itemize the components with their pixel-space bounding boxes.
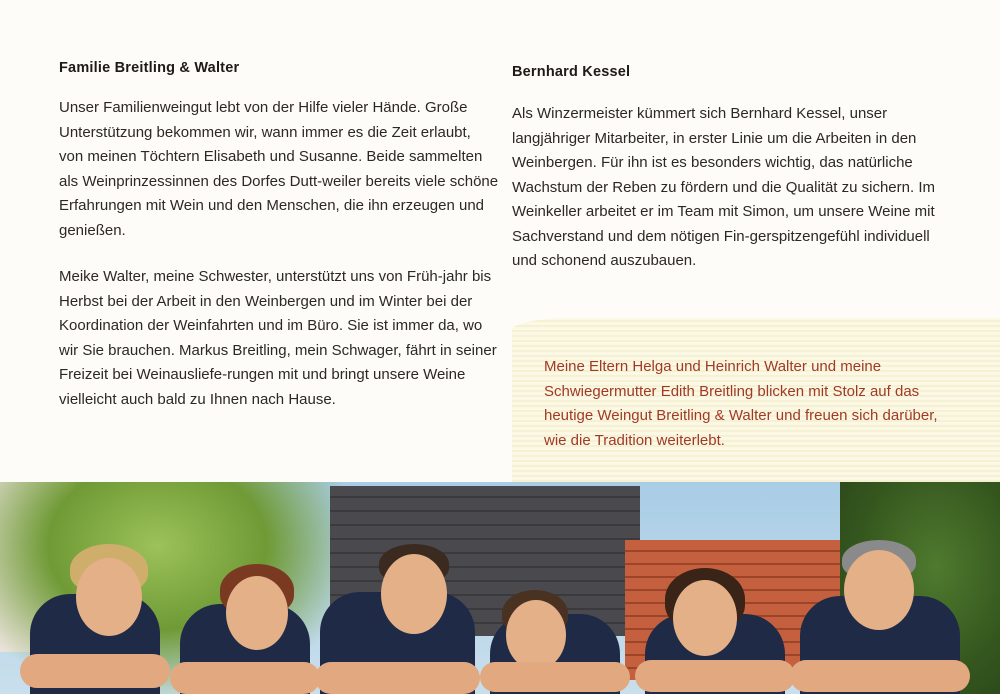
family-photo [0,482,1000,694]
paragraph-kessel: Als Winzermeister kümmert sich Bernhard Kessel, unser langjähriger Mitarbeiter, in erster Linie um die Arbeiten in den Weinbergen. Für ihn ist es besonders wichtig, das natürliche Wachstum der Reben zu fördern und die Qualität zu sichern. Im Weinkeller arbeitet er im Team mit Simon, um unsere Weine mit Sachverstand und dem nötigen Fin-gerspitzengefühl individuell und schonend auszubauen. [512,105,935,269]
person-2 [170,514,320,694]
left-column [59,60,499,412]
quote-text: Meine Eltern Helga und Heinrich Walter und meine Schwiegermutter Edith Breitling blicken mit Stolz auf das heutige Weingut Breitling & Walter und freuen sich darüber, wie die Tradition weiterlebt. [544,358,938,449]
right-column [512,64,952,274]
section-heading-kessel: Bernhard Kessel [512,64,631,80]
paragraph-family-helpers: Meike Walter, meine Schwester, unterstützt uns von Früh-jahr bis Herbst bei der Arbeit in den Weinbergen und im Winter bei der Koordination der Weinfahrten und im Büro. Sie ist immer da, wo wir Sie brauchen. Markus Breitling, mein Schwager, fährt in seiner Freizeit bei Weinausliefe-rungen mit und bringt unsere Weine vielleicht auch bald zu Ihnen nach Hause. [59,268,497,408]
person-5 [635,524,795,694]
section-heading-family: Familie Breitling & Walter [59,60,240,76]
person-6 [790,512,970,694]
person-3 [315,512,480,694]
paragraph-family-intro: Unser Familienweingut lebt von der Hilfe vieler Hände. Große Unterstützung bekommen wir, wann immer es die Zeit erlaubt, von meinen Töchtern Elisabeth und Susanne. Beide sammelten als Weinprinzessinnen des Dorfes Dutt-weiler bereits viele schöne Erfahrungen mit Wein und den Menschen, die ihn erzeugen und genießen. [59,99,499,239]
person-1 [20,504,170,694]
person-4 [480,534,630,694]
